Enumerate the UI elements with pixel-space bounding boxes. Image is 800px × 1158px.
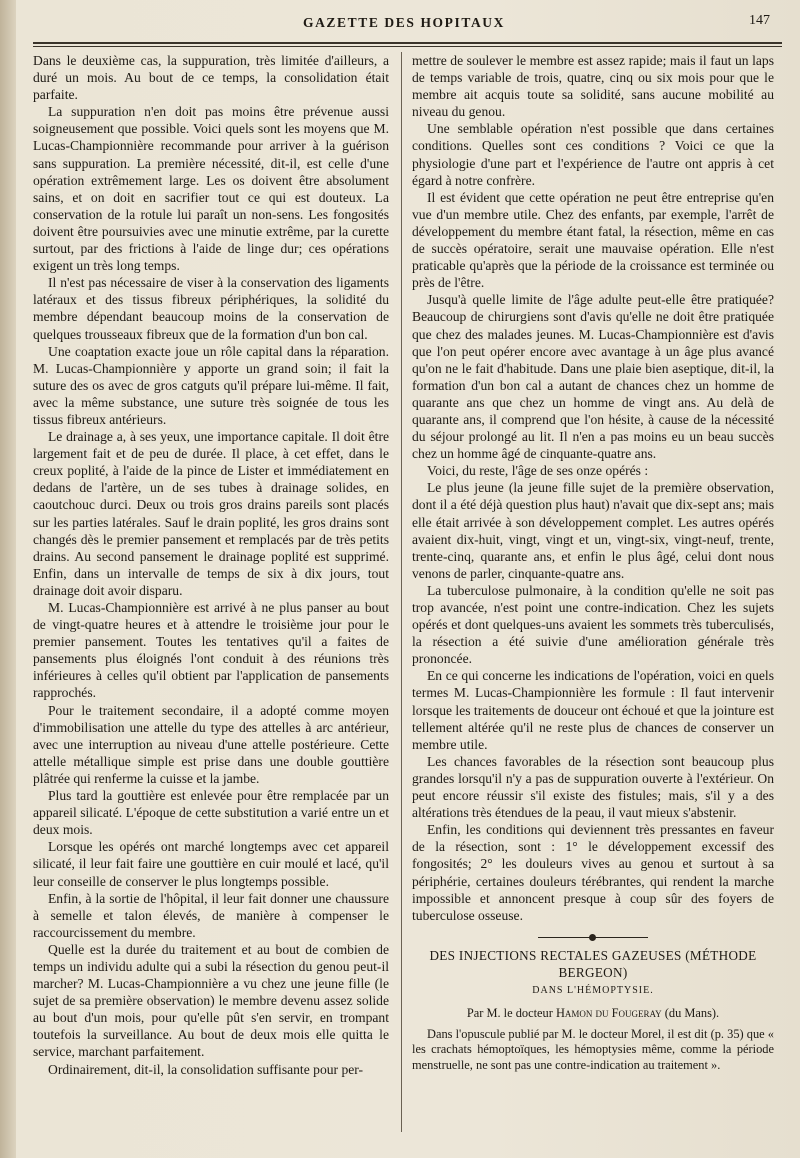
article-byline (412, 1006, 774, 1022)
paragraph: La suppuration n'en doit pas moins être prévenue aussi soigneusement que possible. Voici quels sont les moyens que M. Lucas-Championnière recommande pour arriver à la guérison sans suppuration. La première nécessité, dit-il, est celle d'une opération extrêmement large. Les os doivent être absolument sains, et on doit en sacrifier tout ce qui est douteux. La conservation de la rotule lui paraît un non-sens. Les fongosités doivent être poursuivies avec une minutie extrême, par la curette surtout, par des frictions à l'aide de linge dur; ces opérations exigent un très long temps. (33, 104, 389, 274)
paragraph: En ce qui concerne les indications de l'opération, voici en quels termes M. Lucas-Championnière les formule : Il faut intervenir lorsque les traitements de douceur ont échoué et que la jointure est tellement altérée qu'il ne reste plus de chances de conserver un membre utile. (412, 668, 774, 752)
paragraph: M. Lucas-Championnière est arrivé à ne plus panser au bout de vingt-quatre heures et à attendre le troisième jour pour le premier pansement. Toutes les tentatives qu'il a faites de pansements plus éloignés l'ont conduit à des réunions très inférieures à celles qu'il obtient par l'application de pansements rapprochés. (33, 600, 389, 701)
right-column (412, 52, 774, 1073)
byline-suffix: (du Mans). (661, 1006, 720, 1021)
paragraph: Le drainage a, à ses yeux, une importance capitale. Il doit être largement fait et de peu de durée. Il place, à cet effet, dans le creux poplité, à l'aide de la pince de Lister et immédiatement en dedans de l'artère, un de ses tubes à drainage solides, en caoutchouc durci. Deux ou trois gros drains pareils sont placés sur les parties latérales. Sauf le drain poplité, les gros drains sont changés dès le premier pansement et remplacés par de très petits drains. Au second pansement le drainage poplité est supprimé. Enfin, dans un intervalle de temps de six à dix jours, tout drainage doit avoir disparu. (33, 429, 389, 598)
section-separator (538, 934, 648, 941)
left-column (33, 52, 389, 1078)
paragraph: Pour le traitement secondaire, il a adopté comme moyen d'immobilisation une attelle du type des attelles à arc antérieur, avec une interruption au niveau d'une attelle postérieure. Cette attelle métallique simple est prise dans une double gouttière plâtrée qui renferme la cuisse et la jambe. (33, 702, 389, 786)
paragraph: La tuberculose pulmonaire, à la condition qu'elle ne soit pas trop avancée, n'est point une contre-indication. Chez les sujets opérés et dont quelques-uns avaient les sommets très tuberculisés, la résection a été suivie d'une amélioration générale très prononcée. (412, 582, 774, 667)
paragraph: Le plus jeune (la jeune fille sujet de la première observation, dont il a été déjà question plus haut) n'avait que dix-sept ans; mais elle était arrivée à son développement complet. Les autres opérés avaient dix-huit, vingt, vingt et un, vingt-six, vingt-neuf, trente, trente-cinq, quarante ans, et enfin le plus âgé, celui dont nous venons de parler, cinquante-quatre ans. (412, 480, 774, 581)
separator-ornament (589, 934, 596, 941)
paragraph: Il n'est pas nécessaire de viser à la conservation des ligaments latéraux et des tissus fibreux périphériques, la solidité du membre dépendant beaucoup moins de la conservation de quelques trousseaux fibreux que de la formation d'un bon cal. (33, 275, 389, 342)
paragraph: Enfin, à la sortie de l'hôpital, il leur fait donner une chaussure à semelle et talon élevés, de manière à compenser le raccourcissement du membre. (33, 890, 389, 940)
masthead-title: GAZETTE DES HOPITAUX (302, 15, 506, 30)
paragraph: Enfin, les conditions qui deviennent très pressantes en faveur de la résection, sont : 1° le développement excessif des fongosités; 2° les douleurs vives au genou et surtout à sa périphérie, certaines douleurs térébrantes, qui rendent la marche impossible et annoncent presque à coup sûr des foyers de tuberculose osseuse. (412, 822, 774, 923)
column-divider (401, 52, 402, 1132)
paragraph: Jusqu'à quelle limite de l'âge adulte peut-elle être pratiquée? Beaucoup de chirurgiens sont d'avis qu'elle ne doit être pratiquée que chez des malades jeunes. M. Lucas-Championnière est d'avis que l'on peut opérer encore avec avantage à un âge plus avancé qu'on ne le fait d'habitude. Dans une plaie bien aseptique, dit-il, la formation d'un bon cal a autant de chances chez un homme de quarante ans que chez un homme de vingt ans. Au delà de quarante ans, il comprend que l'on hésite, à cause de la nécessité du séjour prolongé au lit. Il n'en a pas moins eu un beau succès chez un homme âgé de cinquante-quatre ans. (412, 292, 774, 462)
paragraph: Une semblable opération n'est possible que dans certaines conditions. Quelles sont ces conditions ? Voici ce que la physiologie d'une part et l'expérience de l'autre ont appris à cet égard à notre confrère. (412, 121, 774, 188)
paragraph: Les chances favorables de la résection sont beaucoup plus grandes lorsqu'il n'y a pas de suppuration ouverte à l'extérieur. On peut encore réussir s'il existe des fistules; mais, s'il y a des altérations très étendues de la peau, il vaut mieux s'abstenir. (412, 753, 774, 821)
article-subtitle: DANS L'HÉMOPTYSIE. (532, 984, 654, 996)
paragraph: Voici, du reste, l'âge de ses onze opérés : (427, 463, 649, 479)
page-binding-edge (0, 0, 16, 1158)
article-intro: Dans l'opuscule publié par M. le docteur Morel, il est dit (p. 35) que « les crachats hémoptoïques, les hémoptysies même, comme la période menstruelle, ne sont pas une contre-indication au traitement ». (412, 1026, 774, 1072)
article-title: DES INJECTIONS RECTALES GAZEUSES (MÉTHODE BERGEON) (429, 947, 757, 980)
page-number: 147 (749, 13, 770, 28)
paragraph: Quelle est la durée du traitement et au bout de combien de temps un individu adulte qui a subi la résection du genou peut-il marcher? M. Lucas-Championnière a vu chez une jeune fille (le sujet de sa première observation) le membre devenu assez solide au bout d'un mois, pour qu'elle pût s'en servir, en trompant toutefois la surveillance. Au bout de deux mois elle quitta le service, marchant parfaitement. (33, 941, 389, 1060)
paragraph: Plus tard la gouttière est enlevée pour être remplacée par un appareil silicaté. L'époque de cette substitution a varié entre un et deux mois. (33, 788, 389, 838)
author-name: Hamon du Fougeray (555, 1006, 662, 1021)
paragraph: Lorsque les opérés ont marché longtemps avec cet appareil silicaté, il leur fait faire une gouttière en cuir moulé et lacé, qu'il leur conseille de conserver le plus longtemps possible. (33, 839, 389, 889)
header-rule (33, 42, 782, 47)
page-header (30, 13, 778, 35)
paragraph: Il est évident que cette opération ne peut être entreprise qu'en vue d'un membre utile. Chez des enfants, par exemple, l'arrêt de développement du membre étant fatal, la résection, même en cas de succès opératoire, serait une mauvaise opération. Elle n'est praticable qu'après que la période de la croissance est terminée ou près de l'être. (412, 189, 774, 291)
paragraph: Ordinairement, dit-il, la consolidation suffisante pour per- (48, 1061, 364, 1077)
paragraph: Une coaptation exacte joue un rôle capital dans la réparation. M. Lucas-Championnière y apporte un grand soin; il fait la suture des os avec de gros catguts qu'il prépare lui-même. Il fait, avec la même substance, une suture très soignée de tous les tissus fibreux antérieurs. (33, 343, 389, 427)
paragraph: Dans le deuxième cas, la suppuration, très limitée d'ailleurs, a duré un mois. Au bout de ce temps, la consolidation était parfaite. (33, 53, 389, 103)
byline-prefix: Par M. le docteur (466, 1006, 556, 1021)
paragraph: mettre de soulever le membre est assez rapide; mais il faut un laps de temps variable de trois, quatre, cinq ou six mois pour que le membre ait acquis toute sa solidité, sans aucune mobilité au niveau du genou. (412, 53, 774, 120)
